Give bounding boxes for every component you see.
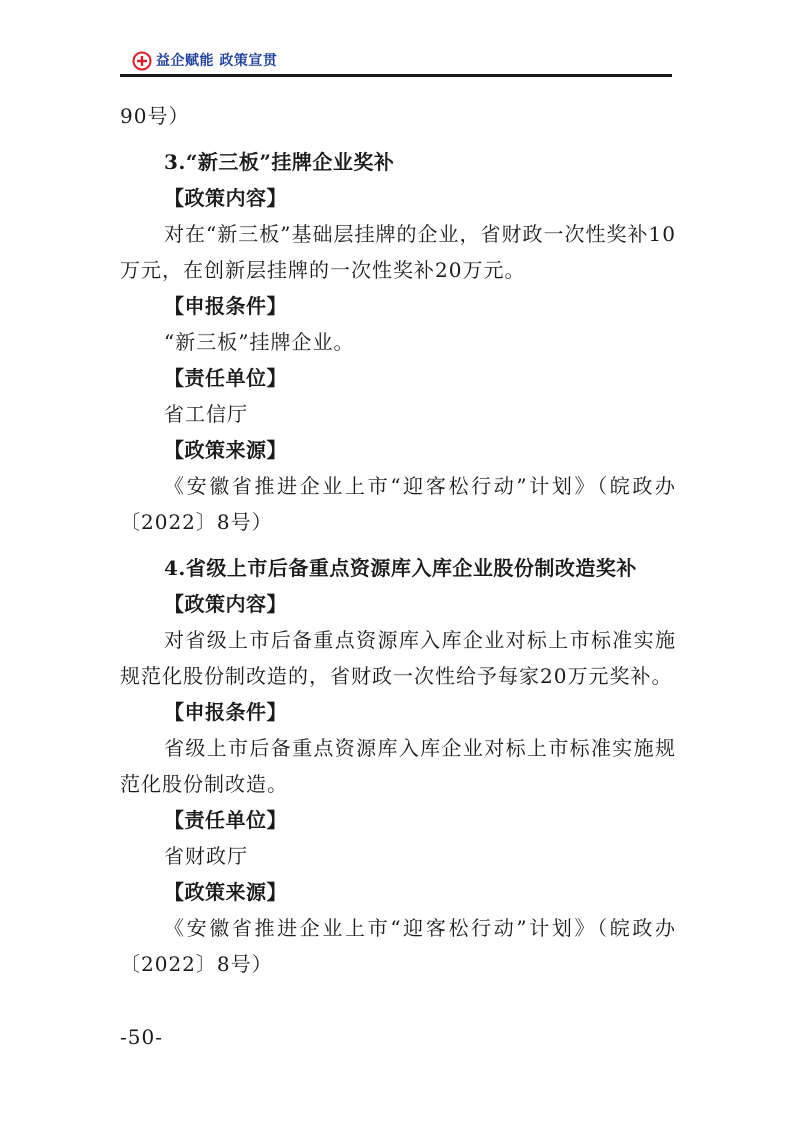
section-3-conditions: “新三板”挂牌企业。 xyxy=(164,330,355,354)
intro-tail-text: 90号） xyxy=(120,104,190,128)
section-4-title: 4.省级上市后备重点资源库入库企业股份制改造奖补 xyxy=(164,556,637,580)
section-4 xyxy=(120,550,676,982)
section-4-unit: 省财政厅 xyxy=(164,844,248,868)
section-3-title: 3.“新三板”挂牌企业奖补 xyxy=(164,150,395,174)
section-3 xyxy=(120,144,676,540)
section-3-unit: 省工信厅 xyxy=(164,402,248,426)
section-4-policy-content: 对省级上市后备重点资源库入库企业对标上市标准实施规范化股份制改造的，省财政一次性给予每家20万元奖补。 xyxy=(120,628,676,688)
document-body xyxy=(120,98,676,982)
section-4-source: 《安徽省推进企业上市“迎客松行动”计划》（皖政办〔2022〕8号） xyxy=(120,916,676,976)
section-3-policy-content: 对在“新三板”基础层挂牌的企业，省财政一次性奖补10万元，在创新层挂牌的一次性奖补20万元。 xyxy=(120,222,676,282)
section-4-conditions-label: 【申报条件】 xyxy=(164,700,287,724)
page-header xyxy=(120,48,672,77)
section-4-unit-label: 【责任单位】 xyxy=(164,808,287,832)
section-3-conditions-label: 【申报条件】 xyxy=(164,294,287,318)
brand-logo-icon xyxy=(132,51,152,71)
section-4-conditions: 省级上市后备重点资源库入库企业对标上市标准实施规范化股份制改造。 xyxy=(120,736,676,796)
section-3-unit-label: 【责任单位】 xyxy=(164,366,287,390)
page-number: -50- xyxy=(120,1025,163,1049)
section-3-source-label: 【政策来源】 xyxy=(164,438,287,462)
section-4-policy-content-label: 【政策内容】 xyxy=(164,592,287,616)
header-title: 益企赋能 政策宣贯 xyxy=(156,53,278,69)
section-4-source-label: 【政策来源】 xyxy=(164,880,287,904)
section-3-policy-content-label: 【政策内容】 xyxy=(164,186,287,210)
section-3-source: 《安徽省推进企业上市“迎客松行动”计划》（皖政办〔2022〕8号） xyxy=(120,474,676,534)
